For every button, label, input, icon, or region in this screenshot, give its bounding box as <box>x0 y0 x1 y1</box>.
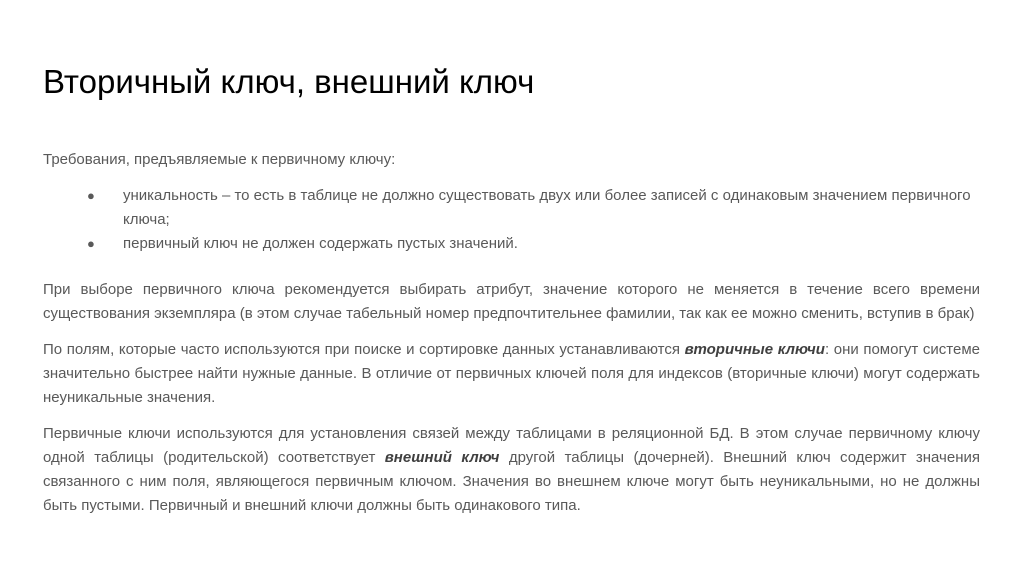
paragraph-text: По полям, которые часто используются при поиске и сортировке данных устанавливаются <box>43 341 685 358</box>
paragraph-text: Первичные ключи используются для установления связей между таблицами в реляционной БД. В этом случае первичному ключу одной таблицы (родительской) соответствует <box>43 425 980 466</box>
list-item <box>43 232 980 256</box>
slide-body <box>43 148 980 518</box>
paragraph-text: другой таблицы (дочерней). Внешний ключ содержит значения связанного с ним поля, являющегося первичным ключом. Значения во внешнем ключе могут быть неуникальными, но не должны быть пустыми. Первичный и внешний ключи должны быть одинакового типа. <box>43 449 980 514</box>
bullet-icon: ● <box>87 236 95 251</box>
intro-text: Требования, предъявляемые к первичному ключу: <box>43 151 396 168</box>
list-item-text: уникальность – то есть в таблице не должно существовать двух или более записей с одинаковым значением первичного ключа; <box>123 187 971 228</box>
requirements-list <box>43 184 980 256</box>
emphasis-foreign-key: внешний ключ <box>384 449 500 466</box>
paragraph-primary-key-choice: При выборе первичного ключа рекомендуется выбирать атрибут, значение которого не меняется в течение всего времени существования экземпляра (в этом случае табельный номер предпочтительнее фамилии, так как ее можно сменить, вступив в брак) <box>43 281 980 322</box>
paragraph-foreign-key <box>43 422 980 518</box>
list-item <box>43 184 980 232</box>
paragraph-text: : они помогут системе значительно быстрее найти нужные данные. В отличие от первичных ключей поля для индексов (вторичные ключи) могут содержать неуникальные значения. <box>43 341 980 406</box>
list-item-text: первичный ключ не должен содержать пустых значений. <box>123 235 518 252</box>
bullet-icon: ● <box>87 188 95 203</box>
emphasis-secondary-keys: вторичные ключи <box>684 341 825 358</box>
slide-title: Вторичный ключ, внешний ключ <box>43 63 535 100</box>
paragraph-secondary-keys <box>43 338 980 410</box>
